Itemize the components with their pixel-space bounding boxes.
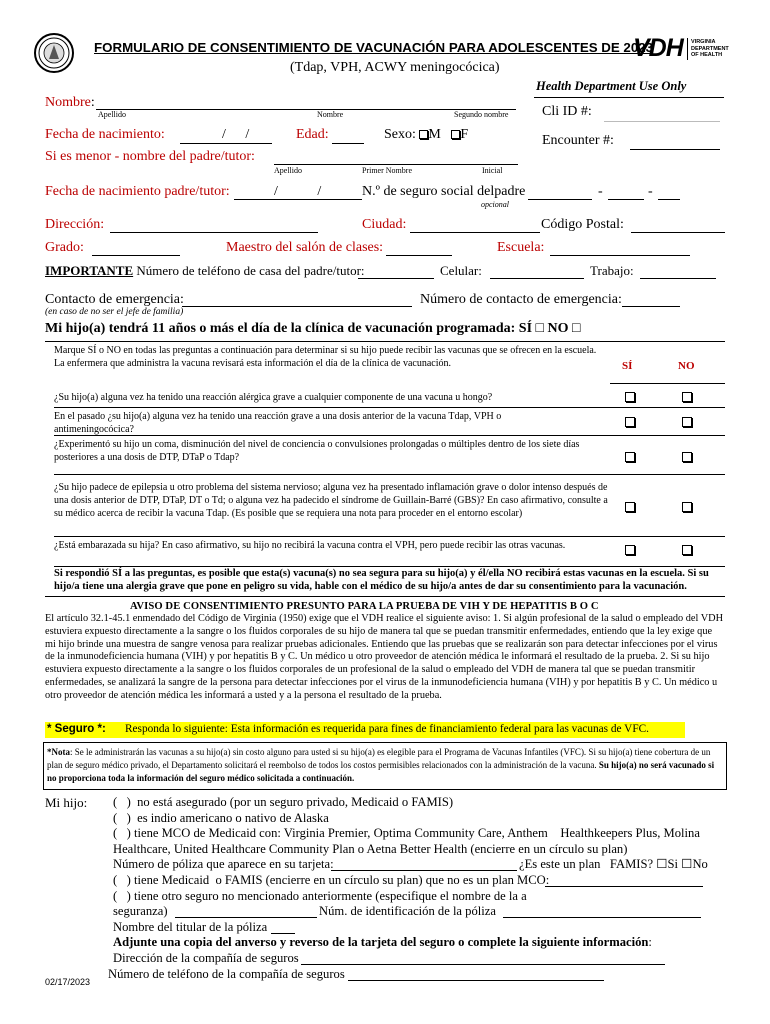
q1-no-checkbox[interactable] [682, 392, 692, 402]
sexo-label: Sexo: [384, 127, 416, 142]
trabajo-field[interactable] [640, 278, 716, 279]
poliza-label: Número de póliza que aparece en su tarjeta: [113, 857, 334, 872]
questions-intro: Marque SÍ o NO en todas las preguntas a continuación para determinar si su hijo puede recibir las vacunas que se ofrecen en la escuela. La enfermera que administra la vacuna revisará esta información el día de la clínica de vacunación. [54, 345, 597, 369]
ciudad-label: Ciudad: [362, 217, 407, 232]
numero-contacto-field[interactable] [622, 306, 680, 307]
padre-field[interactable] [274, 164, 518, 165]
cli-id-label: Cli ID #: [542, 104, 592, 119]
q3-no-checkbox[interactable] [682, 452, 692, 462]
virginia-seal-icon [34, 33, 74, 73]
phone-row [45, 263, 365, 279]
contacto-note: (en caso de no ser el jefe de familia) [45, 307, 184, 317]
vdh-logo-line3: OF HEALTH [691, 52, 723, 58]
nombre-sublabel: Nombre [317, 110, 344, 119]
grado-label: Grado: [45, 240, 84, 255]
escuela-field[interactable] [550, 255, 690, 256]
escuela-label: Escuela: [497, 240, 545, 255]
sexo-f-checkbox[interactable] [451, 130, 460, 139]
nota-bold: Su hijo(a) no será vacunado si no proporciona toda la información del seguro médico solicitada a continuación. [47, 760, 715, 783]
id-poliza-label: Núm. de identificación de la póliza [319, 904, 496, 919]
otro-seguro-option[interactable]: ( ) tiene otro seguro no mencionado anteriormente (especifique el nombre de la a [113, 888, 527, 903]
question-4: ¿Su hijo padece de epilepsia u otro problema del sistema nervioso; alguna vez ha presentado inflamación grave o dolor intenso después de una dosis anterior de DTP, DTaP, DT o Td; o alguna vez ha padecido el síndrome de Guillain-Barré (GBS)? En caso afirmativo, consulte a su médico acerca de recibir la vacuna Tdap. (Es posible que se requiera una nota para proceder en el entorno escolar) [54, 482, 608, 519]
nombre-label: Nombre: [45, 95, 95, 110]
seguro-label: * Seguro *: [47, 723, 106, 735]
contacto-field[interactable] [182, 306, 412, 307]
vdh-logo [633, 36, 743, 62]
indio-option[interactable]: ( ) es indio americano o nativo de Alaska [113, 810, 329, 825]
telefono-compania-field[interactable] [348, 980, 604, 981]
direccion-field[interactable] [110, 232, 318, 233]
fecha-label: Fecha de nacimiento: [45, 127, 165, 142]
insurance-options [108, 795, 708, 982]
q5-yes-checkbox[interactable] [625, 545, 635, 555]
edad-field[interactable] [332, 143, 364, 144]
medicaid-option[interactable]: ( ) tiene Medicaid o FAMIS (encierre en un círculo su plan) que no es un plan MCO: [113, 872, 550, 887]
poliza-field[interactable] [331, 870, 517, 871]
vdh-logo-text: VDH [633, 34, 683, 62]
footer-date: 02/17/2023 [45, 977, 91, 987]
ciudad-field[interactable] [410, 232, 540, 233]
q1-yes-checkbox[interactable] [625, 392, 635, 402]
apellido-sublabel: Apellido [98, 110, 126, 119]
q4-yes-checkbox[interactable] [625, 502, 635, 512]
sexo-group: Sexo: M F [384, 127, 469, 142]
vdh-logo-line2: DEPARTMENT [691, 45, 729, 52]
titular-label: Nombre del titular de la póliza [113, 919, 268, 934]
q2-yes-checkbox[interactable] [625, 417, 635, 427]
ssn-field-1[interactable] [528, 199, 592, 200]
contacto-label: Contacto de emergencia: [45, 292, 184, 307]
importante-label: IMPORTANTE [45, 263, 134, 278]
encounter-label: Encounter #: [542, 133, 614, 148]
direccion-compania-label: Dirección de la compañía de seguros [113, 950, 299, 965]
maestro-field[interactable] [386, 255, 452, 256]
menor-label: Si es menor - nombre del padre/tutor: [45, 149, 255, 164]
maestro-label: Maestro del salón de clases: [226, 240, 384, 255]
no-asegurado-option[interactable]: ( ) no está asegurado (por un seguro privado, Medicaid o FAMIS) [113, 795, 454, 809]
q5-no-checkbox[interactable] [682, 545, 692, 555]
id-poliza-field[interactable] [503, 917, 701, 918]
celular-label: Celular: [440, 263, 482, 278]
seguranza-field[interactable] [175, 917, 317, 918]
form-title: FORMULARIO DE CONSENTIMIENTO DE VACUNACIÓN PARA ADOLESCENTES DE 2023 [94, 40, 654, 55]
encounter-field[interactable] [630, 149, 720, 150]
grado-field[interactable] [92, 255, 180, 256]
si-header: SÍ [622, 360, 633, 372]
fecha-padre-label: Fecha de nacimiento padre/tutor: [45, 184, 230, 199]
direccion-compania-field[interactable] [301, 964, 665, 965]
vdh-logo-line1: VIRGINIA [691, 39, 716, 45]
trabajo-label: Trabajo: [590, 263, 634, 278]
seguro-banner [45, 722, 685, 738]
fecha-field[interactable] [180, 143, 272, 144]
form-subtitle: (Tdap, VPH, ACWY meningocócica) [290, 60, 500, 75]
nombre-field[interactable] [96, 109, 516, 110]
q4-no-checkbox[interactable] [682, 502, 692, 512]
mco-plans: Healthcare, United Healthcare Community Plan o Aetna Better Health (encierre en un círculo su plan) [113, 841, 628, 856]
office-use-box [534, 79, 724, 161]
seguranza-label: seguranza) [113, 904, 168, 919]
edad-label: Edad: [296, 127, 329, 142]
no-header: NO [678, 360, 695, 372]
numero-contacto-label: Número de contacto de emergencia: [420, 292, 622, 307]
nota-box [43, 742, 727, 790]
telefono-field[interactable] [358, 278, 434, 279]
mi-hijo-label: Mi hijo: [45, 795, 88, 810]
office-use-title: Health Department Use Only [536, 79, 687, 93]
direccion-label: Dirección: [45, 217, 105, 232]
ssn-label: N.º de seguro social delpadre [362, 184, 526, 199]
celular-field[interactable] [490, 278, 584, 279]
question-1: ¿Su hijo(a) alguna vez ha tenido una reacción alérgica grave a cualquier componente de una vacuna u hongo? [54, 392, 493, 403]
question-5: ¿Está embarazada su hija? En caso afirmativo, su hijo no recibirá la vacuna contra el VPH, pero puede recibir las otras vacunas. [54, 540, 566, 551]
codigo-field[interactable] [631, 232, 725, 233]
titular-field[interactable] [271, 933, 295, 934]
codigo-label: Código Postal: [541, 217, 624, 232]
question-2: En el pasado ¿su hijo(a) alguna vez ha tenido una reacción grave a una dosis anterior de la vacuna Tdap, VPH o antimeningocócica? [54, 411, 502, 435]
age-11-question: Mi hijo(a) tendrá 11 años o más el día de la clínica de vacunación programada: SÍ □ NO □ [45, 321, 581, 336]
hiv-title: AVISO DE CONSENTIMIENTO PRESUNTO PARA LA PRUEBA DE VIH Y DE HEPATITIS B O C [130, 601, 599, 612]
segundo-sublabel: Segundo nombre [454, 110, 509, 119]
mco-option[interactable]: ( ) tiene MCO de Medicaid con: Virginia Premier, Optima Community Care, Anthem Healthkeepers Plus, Molina [113, 826, 700, 841]
nota-label: *Nota [47, 747, 70, 757]
question-3: ¿Experimentó su hijo un coma, disminución del nivel de conciencia o convulsiones prolongadas o múltiples dentro de los siete días posteriores a una dosis de DTP, DTaP o Tdap? [54, 439, 580, 463]
hiv-body: El artículo 32.1-45.1 enmendado del Código de Virginia (1950) exige que el VDH realice el siguiente aviso: 1. Si algún profesional de la salud o empleado del VDH estuviera expuesto directamente a la sangre o los fluidos corporales de su hijo de manera tal que se puedan transmitir enfermedades, entiendo que la ley exige que mi hijo brinde una muestra de sangre venosa para realizar pruebas adicionales. Entiendo que las pruebas que se realizarán son para detectar infecciones por el virus de la inmunodeficiencia humana (VIH) y por hepatitis B y C. Un médico u otro proveedor de atención médica le informará el resultado de la prueba. 2. Si su hijo estuviera expuesto directamente a la sangre o los fluidos corporales de un profesional de la salud o empleado del VDH de manera tal que se puedan transmitir enfermedades, se analizará la sangre de la persona para detectar infecciones por el virus de la inmunodeficiencia humana (VIH) y por hepatitis B y C. Un médico u otro proveedor de atención médica les informará a usted y a la persona el resultado de la prueba. [45, 613, 724, 701]
telefono-compania-label: Número de teléfono de la compañía de seguros [108, 966, 345, 981]
famis-question: ¿Es este un plan FAMIS? ☐Si ☐No [519, 857, 708, 872]
q3-yes-checkbox[interactable] [625, 452, 635, 462]
adjunte-instruction: Adjunte una copia del anverso y reverso de la tarjeta del seguro o complete la siguiente información: [113, 935, 652, 950]
ssn-field-3[interactable] [658, 199, 680, 200]
q2-no-checkbox[interactable] [682, 417, 692, 427]
medicaid-field[interactable] [545, 886, 703, 887]
telefono-label: Número de teléfono de casa del padre/tutor: [136, 263, 365, 278]
seguro-text: Responda lo siguiente: Esta información es requerida para fines de financiamiento federal para las vacunas de VFC. [125, 723, 649, 735]
yes-warning: Si respondió SÍ a las preguntas, es posible que esta(s) vacuna(s) no sea segura para su hijo(a) y él/ella NO recibirá estas vacunas en la escuela. Si su hijo/a tiene una alergia grave que pone en peligro su vida, hable con el médico de su hijo/a antes de dar su consentimiento para la vacunación. [54, 568, 709, 592]
opcional-note: opcional [481, 200, 509, 209]
ssn-field-2[interactable] [608, 199, 644, 200]
nota-text: : Se le administrarán las vacunas a su hijo(a) sin costo alguno para usted si su hijo(a) es elegible para el Programa de Vacunas Infantiles (VFC). Si su hijo(a) tiene cobertura de un plan de seguro médico privado, el Departamento solicitará el reembolso de todos los costos permisibles relacionados con la administración de la vacuna. [47, 747, 711, 770]
